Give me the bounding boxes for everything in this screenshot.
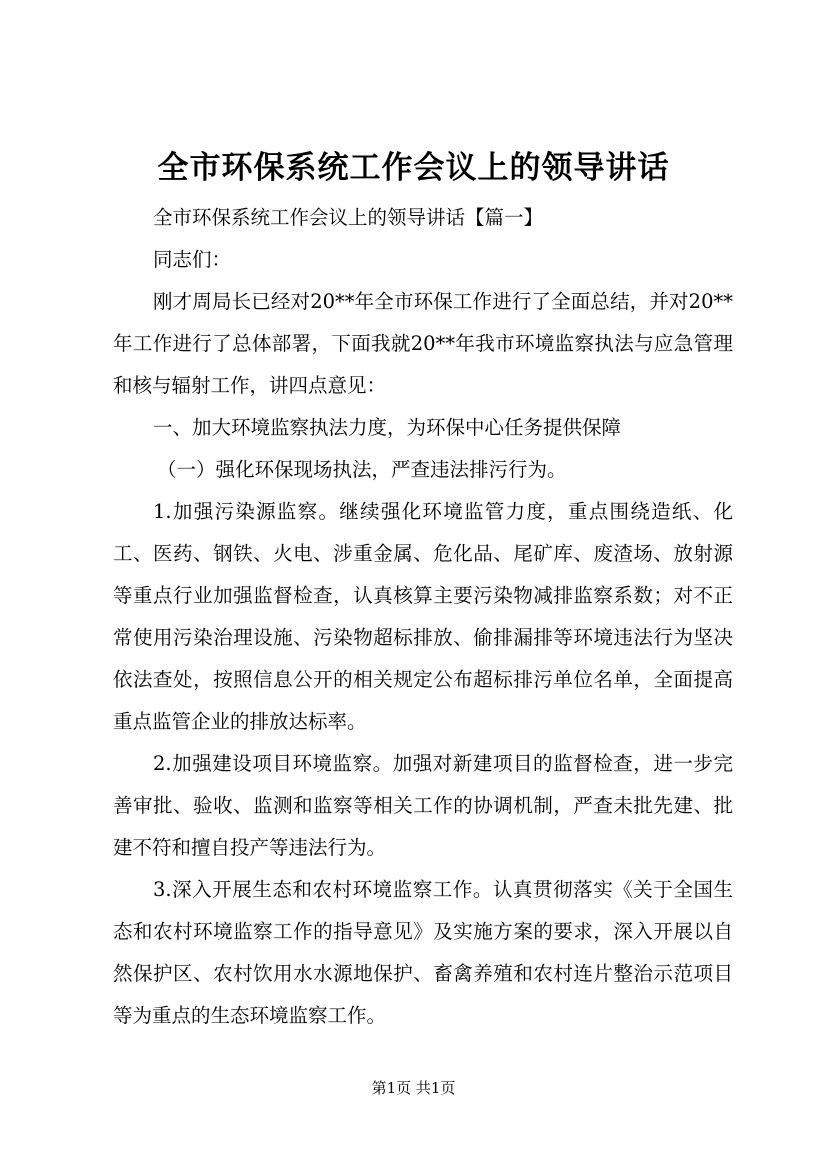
item-paragraph-2: 2.加强建设项目环境监察。加强对新建项目的监督检查，进一步完善审批、验收、监测和监察等相关工作的协调机制，严查未批先建、批建不符和擅自投产等违法行为。 (113, 752, 733, 859)
subsection-heading: （一）强化环保现场执法，严查违法排污行为。 (157, 458, 567, 481)
section-heading: 一、加大环境监察执法力度，为环保中心任务提供保障 (153, 416, 622, 439)
subtitle-paragraph: 全市环保系统工作会议上的领导讲话【篇一】 (153, 206, 544, 229)
document-body (113, 197, 733, 1037)
intro-paragraph: 刚才周局长已经对20**年全市环保工作进行了全面总结，并对20**年工作进行了总体部署，下面我就20**年我市环境监察执法与应急管理和核与辐射工作，讲四点意见： (113, 290, 733, 397)
page-footer: 第1页 共1页 (371, 1079, 456, 1097)
document-title: 全市环保系统工作会议上的领导讲话 (157, 150, 670, 186)
item-paragraph-1: 1.加强污染源监察。继续强化环境监管力度，重点围绕造纸、化工、医药、钢铁、火电、涉重金属、危化品、尾矿库、废渣场、放射源等重点行业加强监督检查，认真核算主要污染物减排监察系数；对不正常使用污染治理设施、污染物超标排放、偷排漏排等环境违法行为坚决依法查处，按照信息公开的相关规定公布超标排污单位名单，全面提高重点监管企业的排放达标率。 (113, 500, 733, 733)
item-paragraph-3: 3.深入开展生态和农村环境监察工作。认真贯彻落实《关于全国生态和农村环境监察工作的指导意见》及实施方案的要求，深入开展以自然保护区、农村饮用水水源地保护、畜禽养殖和农村连片整治示范项目等为重点的生态环境监察工作。 (113, 878, 733, 1027)
salutation-paragraph: 同志们： (153, 248, 232, 271)
